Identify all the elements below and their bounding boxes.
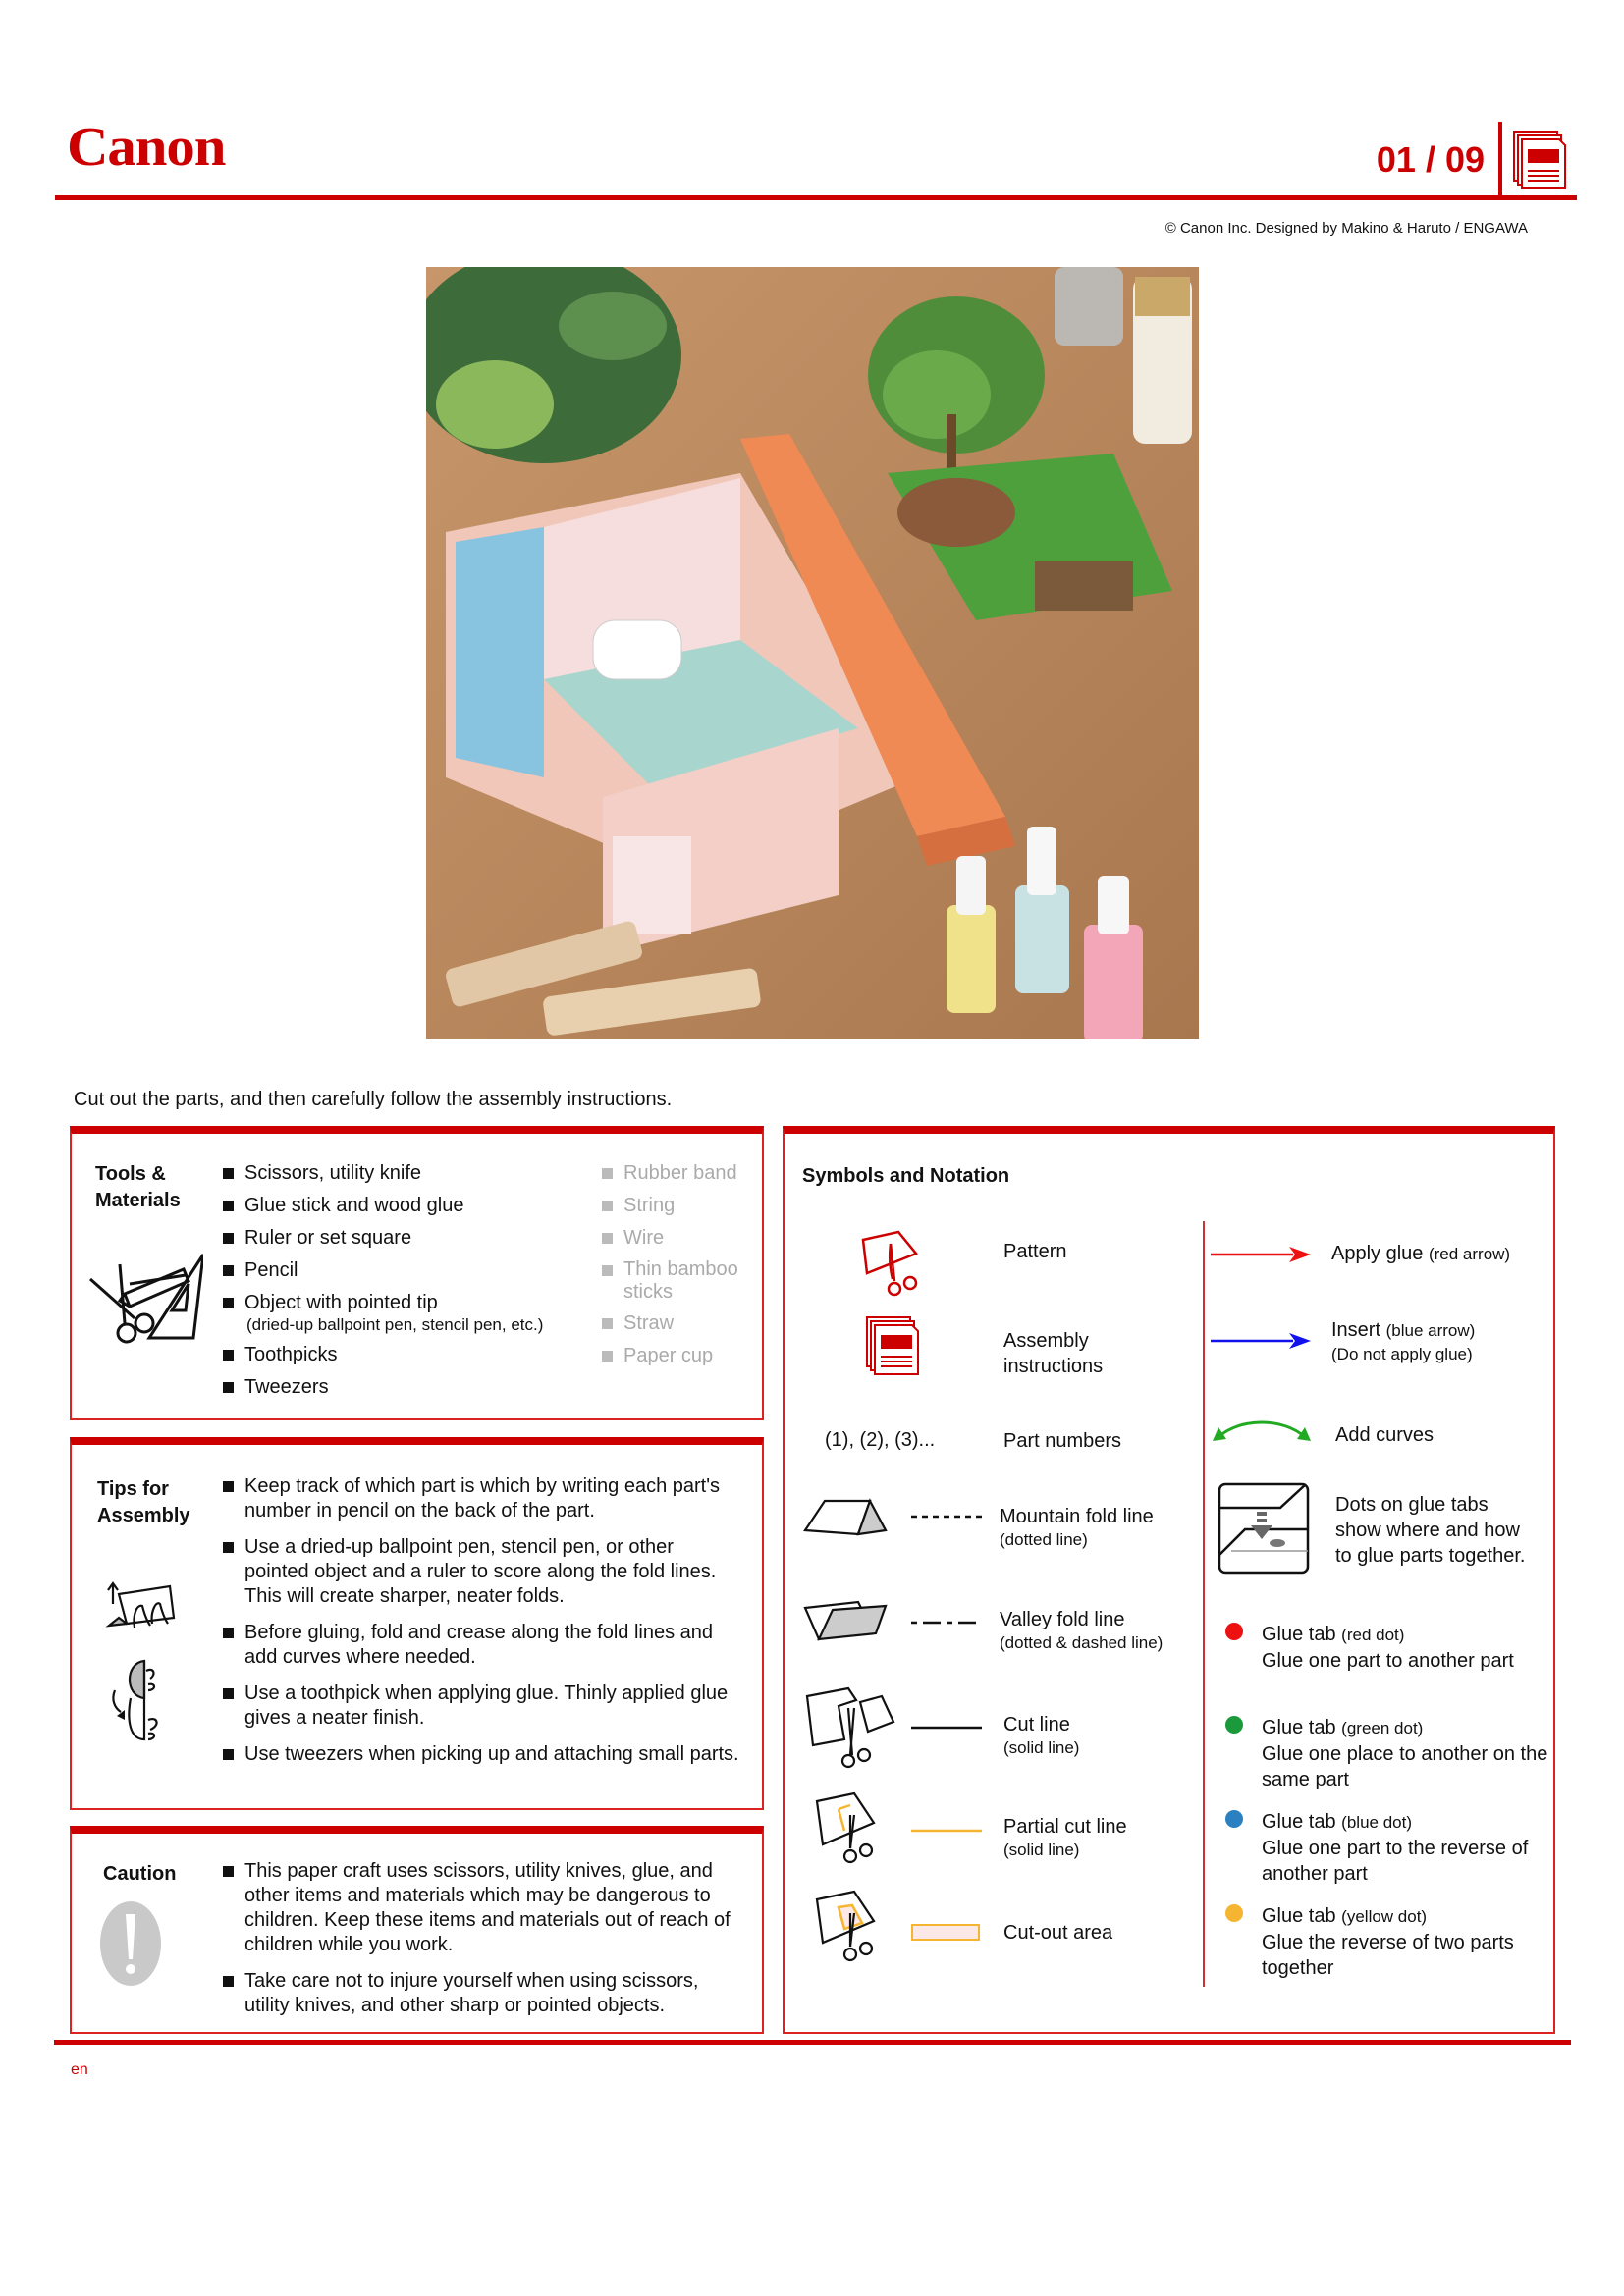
tips-title: Tips for Assembly bbox=[97, 1478, 190, 1526]
caution-title: Caution bbox=[103, 1863, 177, 1885]
header-divider bbox=[1498, 122, 1502, 196]
intro-text: Cut out the parts, and then carefully follow the assembly instructions. bbox=[74, 1089, 673, 1110]
tools-title: Tools & Materials bbox=[95, 1163, 181, 1211]
header-rule bbox=[55, 195, 1577, 200]
assembly-instructions-label: Assembly instructions bbox=[1003, 1330, 1104, 1377]
cut-line-label: Cut line (solid line) bbox=[1003, 1714, 1080, 1757]
assembly-instructions-icon bbox=[1512, 130, 1569, 190]
required-tools-list bbox=[223, 1161, 606, 1408]
material-item: Paper cup bbox=[602, 1344, 749, 1368]
tip-item: Keep track of which part is which by writing each part's number in pencil on the back of the part. bbox=[223, 1474, 743, 1523]
tool-item: Pencil bbox=[223, 1258, 606, 1283]
cut-line bbox=[911, 1725, 982, 1731]
valley-fold-icon bbox=[803, 1600, 893, 1643]
material-item: Straw bbox=[602, 1311, 749, 1336]
tool-item: Ruler or set square bbox=[223, 1226, 606, 1251]
tools-materials-box bbox=[70, 1126, 764, 1420]
exclamation-icon bbox=[99, 1900, 162, 1987]
product-photo bbox=[426, 267, 1199, 1039]
material-item: Rubber band bbox=[602, 1161, 749, 1186]
add-curves-label: Add curves bbox=[1335, 1424, 1435, 1446]
cutout-area-label: Cut-out area bbox=[1003, 1922, 1113, 1944]
language-code: en bbox=[71, 2061, 88, 2078]
yellow-dot-icon bbox=[1225, 1904, 1243, 1922]
footer-rule bbox=[54, 2040, 1571, 2045]
part-numbers-symbol: (1), (2), (3)... bbox=[825, 1429, 936, 1451]
pattern-label: Pattern bbox=[1003, 1241, 1067, 1262]
valley-fold-label: Valley fold line (dotted & dashed line) bbox=[1000, 1609, 1164, 1652]
glue-tab-blue-label: Glue tab (blue dot) Glue one part to the reverse of another part bbox=[1262, 1811, 1529, 1885]
cut-line-icon bbox=[805, 1686, 899, 1771]
partial-cut-line bbox=[911, 1828, 982, 1834]
tip-item: Before gluing, fold and crease along the fold lines and add curves where needed. bbox=[223, 1621, 743, 1670]
glue-tab-green-label: Glue tab (green dot) Glue one place to another on the same part bbox=[1262, 1717, 1548, 1790]
caution-item: This paper craft uses scissors, utility knives, glue, and other items and materials which may be dangerous to children. Keep these items and materials out of reach of children while you work. bbox=[223, 1859, 743, 1957]
tool-item: Scissors, utility knife bbox=[223, 1161, 606, 1186]
symbols-title: Symbols and Notation bbox=[802, 1165, 1010, 1187]
glue-tab-dots-desc: Dots on glue tabs show where and how to glue parts together. bbox=[1335, 1494, 1526, 1567]
red-dot-icon bbox=[1225, 1623, 1243, 1640]
partial-cut-label: Partial cut line (solid line) bbox=[1003, 1816, 1127, 1859]
tips-box bbox=[70, 1437, 764, 1810]
insert-label: Insert (blue arrow) (Do not apply glue) bbox=[1331, 1319, 1476, 1363]
material-item: String bbox=[602, 1194, 749, 1218]
partial-cut-icon bbox=[815, 1791, 886, 1866]
apply-glue-label: Apply glue (red arrow) bbox=[1331, 1243, 1511, 1264]
glue-tab-dots-icon bbox=[1218, 1482, 1310, 1575]
assembly-instructions-icon bbox=[865, 1315, 924, 1376]
copyright: © Canon Inc. Designed by Makino & Haruto / ENGAWA bbox=[1164, 220, 1528, 237]
canon-logo: Canon bbox=[67, 117, 226, 178]
symbols-divider bbox=[1203, 1221, 1205, 1987]
tool-item: Object with pointed tip (dried-up ballpoint pen, stencil pen, etc.) bbox=[223, 1291, 606, 1335]
pattern-icon bbox=[861, 1230, 920, 1299]
folding-hands-icon bbox=[105, 1578, 176, 1637]
apply-glue-arrow-icon bbox=[1211, 1245, 1313, 1264]
page-indicator: 01 / 09 bbox=[1376, 139, 1485, 180]
curving-paper-icon bbox=[105, 1651, 176, 1749]
glue-tab-red-label: Glue tab (red dot) Glue one part to another part bbox=[1262, 1624, 1514, 1672]
caution-list bbox=[223, 1859, 743, 2026]
tool-item: Toothpicks bbox=[223, 1343, 606, 1367]
tip-item: Use tweezers when picking up and attaching small parts. bbox=[223, 1742, 743, 1767]
part-numbers-label: Part numbers bbox=[1003, 1430, 1122, 1452]
cutout-area-swatch bbox=[911, 1924, 980, 1941]
caution-box bbox=[70, 1826, 764, 2034]
add-curves-arrow-icon bbox=[1211, 1414, 1313, 1443]
mountain-fold-line bbox=[911, 1514, 982, 1520]
valley-fold-line bbox=[911, 1620, 982, 1626]
insert-arrow-icon bbox=[1211, 1331, 1313, 1351]
tip-item: Use a toothpick when applying glue. Thinly applied glue gives a neater finish. bbox=[223, 1682, 743, 1731]
green-dot-icon bbox=[1225, 1716, 1243, 1734]
tool-item: Glue stick and wood glue bbox=[223, 1194, 606, 1218]
material-item: Thin bamboo sticks bbox=[602, 1258, 749, 1304]
glue-tab-yellow-label: Glue tab (yellow dot) Glue the reverse of two parts together bbox=[1262, 1905, 1514, 1979]
mountain-fold-label: Mountain fold line (dotted line) bbox=[1000, 1506, 1154, 1549]
optional-materials-list bbox=[602, 1161, 749, 1376]
cutout-area-icon bbox=[815, 1890, 886, 1964]
material-item: Wire bbox=[602, 1226, 749, 1251]
scissors-pencil-triangle-icon bbox=[85, 1240, 203, 1348]
caution-item: Take care not to injure yourself when using scissors, utility knives, and other sharp or pointed objects. bbox=[223, 1969, 743, 2018]
tips-list bbox=[223, 1474, 743, 1775]
tip-item: Use a dried-up ballpoint pen, stencil pen, or other pointed object and a ruler to score along the fold lines. This will create sharper, neater folds. bbox=[223, 1535, 743, 1609]
mountain-fold-icon bbox=[803, 1497, 892, 1540]
blue-dot-icon bbox=[1225, 1810, 1243, 1828]
tool-item: Tweezers bbox=[223, 1375, 606, 1400]
